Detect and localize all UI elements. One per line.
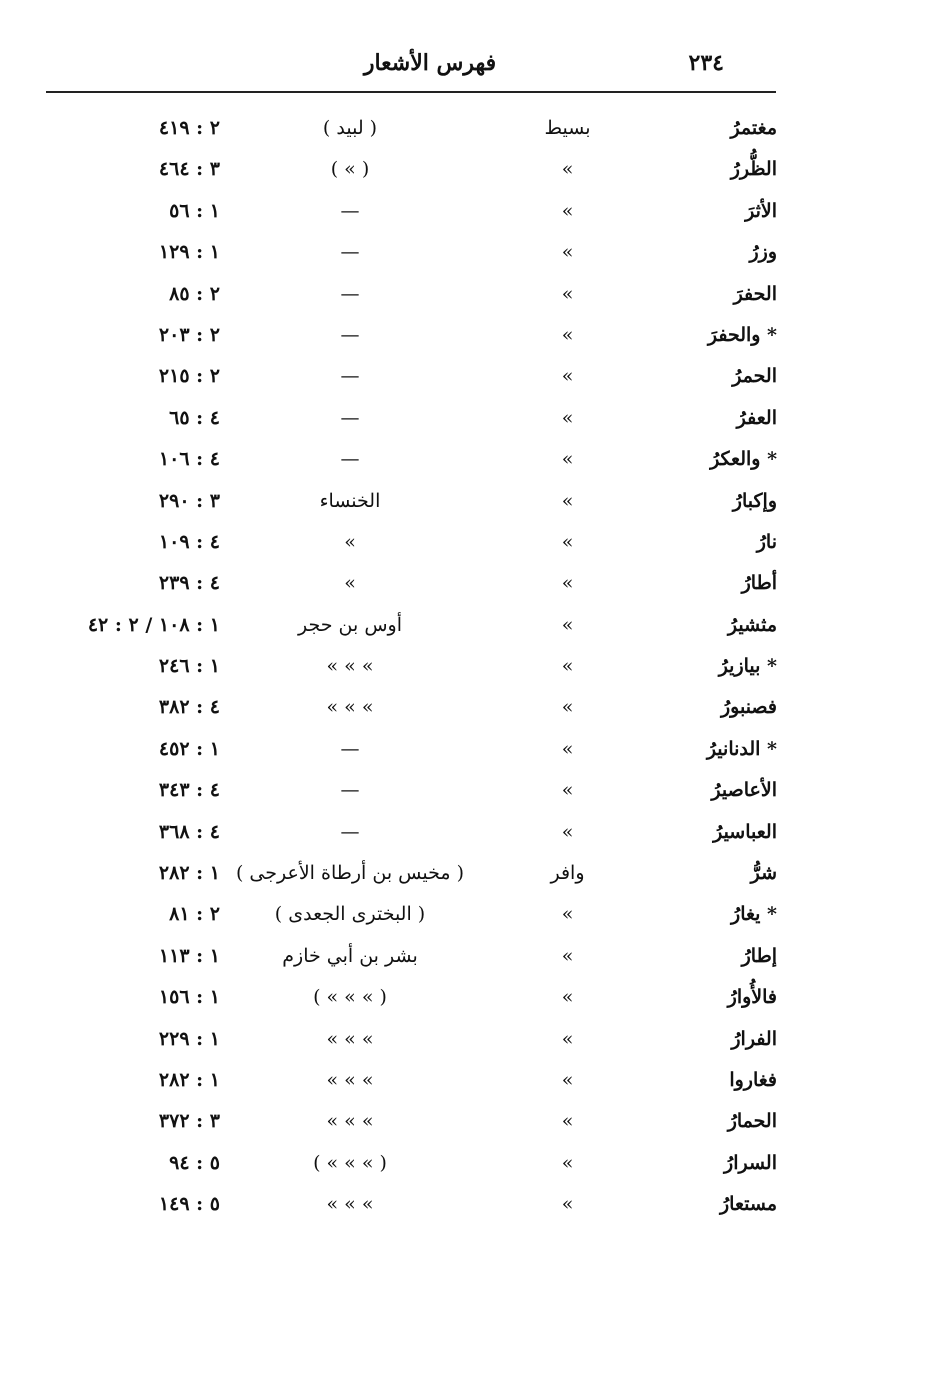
volume-page-reference: ١ : ٢٨٢ — [158, 1068, 220, 1091]
poet-name: — — [340, 737, 360, 760]
poet-name: » — [344, 530, 356, 553]
rhyme-word: وزرُ — [749, 241, 777, 264]
volume-page-reference: ١ : ١٥٦ — [158, 986, 220, 1009]
index-row — [0, 651, 929, 692]
rhyme-word: * بيازيرُ — [718, 655, 777, 678]
index-row — [0, 692, 929, 733]
volume-page-reference: ١ : ١٠٨ / ٢ : ٤٢ — [87, 613, 220, 636]
meter-name: » — [561, 737, 574, 760]
volume-page-reference: ٢ : ٨٥ — [169, 282, 220, 305]
meter-name: » — [561, 406, 574, 429]
meter-name: » — [561, 613, 574, 636]
meter-name: » — [561, 365, 574, 388]
poet-name: — — [340, 241, 360, 264]
poet-name: أوس بن حجر — [298, 613, 402, 636]
poet-name: » » » — [326, 655, 374, 678]
poetry-index-list — [0, 113, 929, 1231]
poet-name: ( البخترى الجعدى ) — [274, 903, 426, 926]
index-row — [0, 361, 929, 402]
volume-page-reference: ١ : ٢٤٦ — [158, 655, 220, 678]
volume-page-reference: ٣ : ٣٧٢ — [158, 1110, 220, 1133]
rhyme-word: فصنبورُ — [720, 696, 777, 719]
rhyme-word: مغتمرُ — [730, 117, 777, 139]
volume-page-reference: ٥ : ١٤٩ — [158, 1193, 220, 1216]
page-number: ٢٣٤ — [688, 50, 724, 76]
index-row — [0, 237, 929, 278]
index-row — [0, 941, 929, 982]
index-row — [0, 734, 929, 775]
poet-name: » — [344, 572, 356, 595]
meter-name: » — [561, 158, 574, 181]
index-row — [0, 568, 929, 609]
meter-name: » — [561, 820, 574, 843]
volume-page-reference: ١ : ٢٨٢ — [158, 862, 220, 885]
volume-page-reference: ٤ : ١٠٦ — [158, 448, 220, 471]
rhyme-word: إطارُ — [741, 944, 777, 967]
volume-page-reference: ٤ : ١٠٩ — [158, 530, 220, 553]
volume-page-reference: ٣ : ٢٩٠ — [158, 489, 220, 512]
rhyme-word: فالأُوارُ — [727, 986, 777, 1009]
index-row — [0, 486, 929, 527]
index-row — [0, 1065, 929, 1106]
volume-page-reference: ٢ : ٢٠٣ — [158, 323, 220, 346]
rhyme-word: الحمرُ — [732, 365, 777, 388]
rhyme-word: الفرارُ — [731, 1027, 777, 1050]
meter-name: » — [561, 530, 574, 553]
meter-name: » — [561, 1193, 574, 1216]
poet-name: — — [340, 820, 360, 843]
rhyme-word: وإكبارُ — [732, 489, 777, 512]
index-row — [0, 982, 929, 1023]
volume-page-reference: ٤ : ٣٤٣ — [158, 779, 220, 802]
rhyme-word: * يغارُ — [731, 903, 777, 926]
volume-page-reference: ٢ : ٤١٩ — [158, 117, 220, 139]
volume-page-reference: ٤ : ٣٨٢ — [158, 696, 220, 719]
rhyme-word: السرارُ — [724, 1151, 777, 1174]
poet-name: ( » » » ) — [313, 986, 387, 1009]
page-header — [0, 0, 929, 100]
meter-name: » — [561, 282, 574, 305]
volume-page-reference: ١ : ١١٣ — [158, 944, 220, 967]
index-row — [0, 444, 929, 485]
page-title: فهرس الأشعار — [363, 50, 497, 76]
index-row — [0, 1148, 929, 1189]
poet-name: بشر بن أبي خازم — [282, 944, 418, 967]
poet-name: — — [340, 199, 360, 222]
index-row — [0, 154, 929, 195]
meter-name: » — [561, 1151, 574, 1174]
poet-name: ( مخيس بن أرطاة الأعرجى ) — [235, 862, 464, 885]
meter-name: » — [561, 1027, 574, 1050]
poet-name: — — [340, 448, 360, 471]
index-row — [0, 858, 929, 899]
index-row — [0, 403, 929, 444]
rhyme-word: شرُّ — [750, 862, 777, 885]
rhyme-word: مستعارُ — [720, 1193, 777, 1216]
meter-name: » — [561, 986, 574, 1009]
meter-name: » — [561, 489, 574, 512]
meter-name: » — [561, 696, 574, 719]
index-row — [0, 527, 929, 568]
rhyme-word: مثشيرُ — [727, 613, 777, 636]
volume-page-reference: ٤ : ٦٥ — [169, 406, 220, 429]
meter-name: » — [561, 572, 574, 595]
volume-page-reference: ٢ : ٨١ — [169, 903, 220, 926]
rhyme-word: العفرُ — [736, 406, 777, 429]
rhyme-word: فغاروا — [729, 1068, 777, 1091]
poet-name: » » » — [326, 1027, 374, 1050]
meter-name: وافر — [550, 862, 585, 885]
rhyme-word: الأعاصيرُ — [711, 779, 777, 802]
rhyme-word: الحمارُ — [727, 1110, 777, 1133]
meter-name: » — [561, 903, 574, 926]
volume-page-reference: ١ : ٤٥٢ — [158, 737, 220, 760]
index-row — [0, 610, 929, 651]
meter-name: » — [561, 1110, 574, 1133]
poet-name: — — [340, 323, 360, 346]
index-row — [0, 817, 929, 858]
meter-name: » — [561, 779, 574, 802]
volume-page-reference: ١ : ٢٢٩ — [158, 1027, 220, 1050]
rhyme-word: الحفرَ — [733, 282, 777, 305]
poet-name: » » » — [326, 1110, 374, 1133]
poet-name: ( » ) — [330, 158, 370, 181]
poet-name: ( لبيد ) — [322, 117, 378, 139]
meter-name: » — [561, 448, 574, 471]
volume-page-reference: ٢ : ٢١٥ — [158, 365, 220, 388]
volume-page-reference: ١ : ١٢٩ — [158, 241, 220, 264]
index-row — [0, 1189, 929, 1230]
poet-name: » » » — [326, 1193, 374, 1216]
rhyme-word: نارُ — [756, 530, 777, 553]
poet-name: — — [340, 406, 360, 429]
rhyme-word: الأثرَ — [745, 199, 777, 222]
volume-page-reference: ٤ : ٢٣٩ — [158, 572, 220, 595]
index-row — [0, 113, 929, 154]
poet-name: » » » — [326, 696, 374, 719]
poet-name: الخنساء — [319, 489, 381, 512]
index-row — [0, 899, 929, 940]
index-row — [0, 320, 929, 361]
poet-name: ( » » » ) — [313, 1151, 387, 1174]
rhyme-word: أطارُ — [741, 572, 777, 595]
index-row — [0, 775, 929, 816]
volume-page-reference: ٣ : ٤٦٤ — [158, 158, 220, 181]
index-row — [0, 196, 929, 237]
poet-name: — — [340, 282, 360, 305]
meter-name: » — [561, 241, 574, 264]
header-rule — [46, 91, 776, 93]
volume-page-reference: ٤ : ٣٦٨ — [158, 820, 220, 843]
index-row — [0, 1024, 929, 1065]
poet-name: — — [340, 365, 360, 388]
meter-name: » — [561, 944, 574, 967]
rhyme-word: الظُّررُ — [730, 158, 777, 181]
rhyme-word: * والحفرَ — [707, 323, 777, 346]
volume-page-reference: ٥ : ٩٤ — [169, 1151, 220, 1174]
volume-page-reference: ١ : ٥٦ — [169, 199, 220, 222]
rhyme-word: العباسيرُ — [713, 820, 777, 843]
meter-name: » — [561, 199, 574, 222]
meter-name: » — [561, 655, 574, 678]
rhyme-word: * الدنانيرُ — [706, 737, 777, 760]
poet-name: — — [340, 779, 360, 802]
meter-name: بسيط — [544, 117, 591, 139]
index-row — [0, 1106, 929, 1147]
meter-name: » — [561, 1068, 574, 1091]
rhyme-word: * والعكرُ — [710, 448, 777, 471]
index-row — [0, 279, 929, 320]
poet-name: » » » — [326, 1068, 374, 1091]
meter-name: » — [561, 323, 574, 346]
